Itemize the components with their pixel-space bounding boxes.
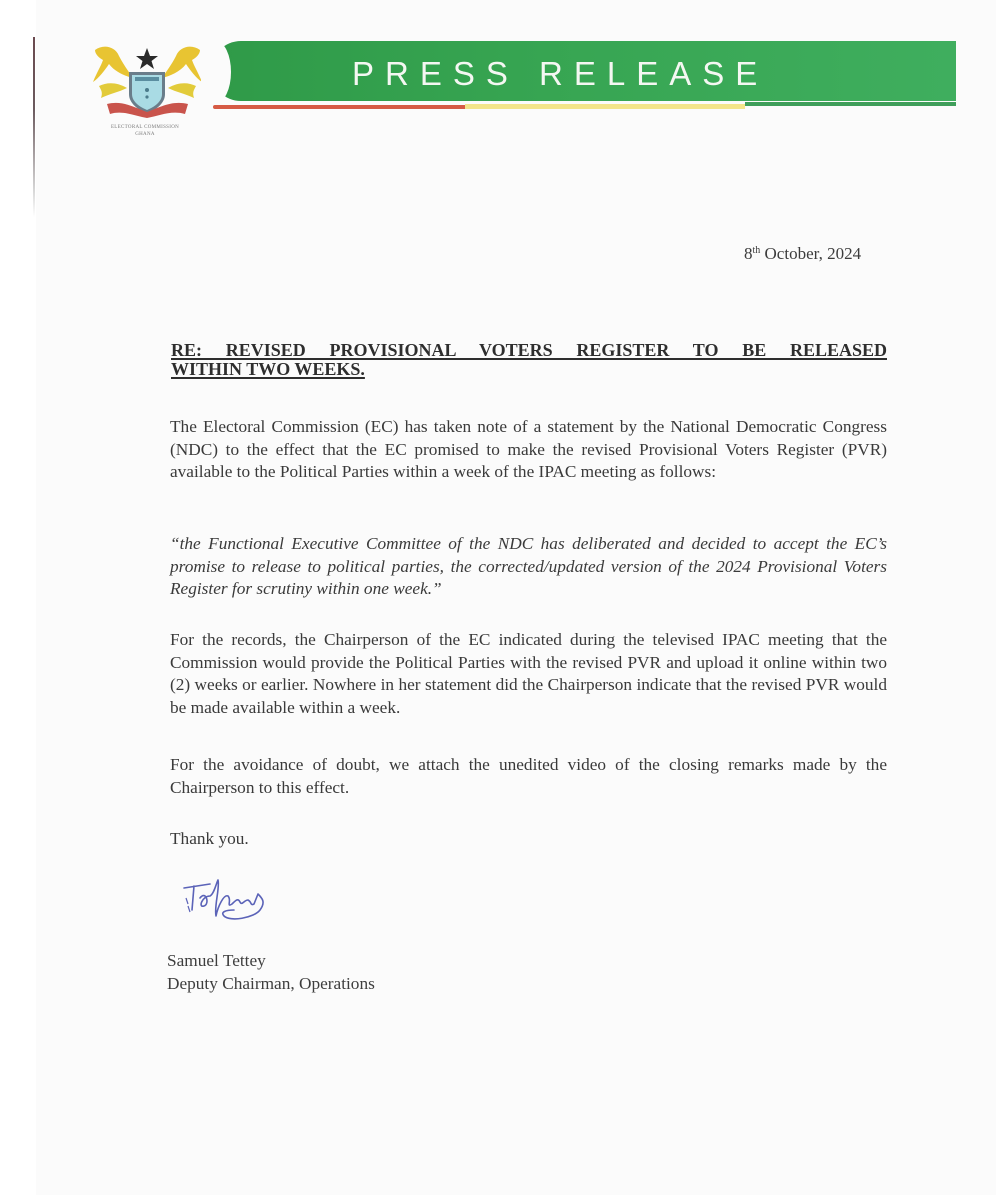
caption-line-1: ELECTORAL COMMISSION bbox=[110, 125, 180, 130]
subject-line-1: RE: REVISED PROVISIONAL VOTERS REGISTER TO BE RELEASED bbox=[171, 340, 887, 360]
flag-stripe-yellow bbox=[465, 104, 745, 109]
organization-caption bbox=[80, 124, 210, 138]
date-day-suffix: th bbox=[752, 245, 761, 256]
avoidance-paragraph: For the avoidance of doubt, we attach the unedited video of the closing remarks made by the Chairperson to this effect. bbox=[170, 755, 887, 797]
ndc-quote-paragraph: “the Functional Executive Committee of the NDC has deliberated and decided to accept the EC’s promise to release to political parties, the corrected/updated version of the 2024 Provisional Voters Register for scrutiny within one week.” bbox=[170, 534, 887, 598]
banner-curve-decoration bbox=[201, 41, 231, 103]
flag-stripe-red bbox=[213, 105, 465, 109]
flag-stripe-green bbox=[745, 102, 956, 106]
release-date bbox=[744, 244, 861, 264]
records-paragraph: For the records, the Chairperson of the EC indicated during the televised IPAC meeting that the Commission would provide the Political Parties with the revised PVR and upload it online within two (2) weeks or earlier. Nowhere in her statement did the Chairperson indicate that the revised PVR would be made available within a week. bbox=[170, 630, 887, 717]
signatory-block bbox=[167, 950, 375, 995]
signature-icon bbox=[180, 876, 290, 926]
signatory-title: Deputy Chairman, Operations bbox=[167, 973, 375, 993]
closing-line: Thank you. bbox=[170, 829, 249, 848]
date-day: 8 bbox=[744, 244, 753, 263]
page-edge-line bbox=[33, 37, 35, 217]
subject-heading bbox=[171, 341, 887, 379]
coat-of-arms-icon bbox=[85, 42, 210, 120]
intro-paragraph: The Electoral Commission (EC) has taken note of a statement by the National Democratic Congress (NDC) to the effect that the EC promised to make the revised Provisional Voters Register (PVR) available to the Political Parties within a week of the IPAC meeting as follows: bbox=[170, 417, 887, 481]
caption-line-2: GHANA bbox=[135, 132, 155, 137]
banner-title: PRESS RELEASE bbox=[352, 55, 769, 92]
date-month-year: October, 2024 bbox=[760, 244, 862, 263]
signatory-name: Samuel Tettey bbox=[167, 951, 266, 970]
subject-line-2: WITHIN TWO WEEKS. bbox=[171, 359, 365, 379]
